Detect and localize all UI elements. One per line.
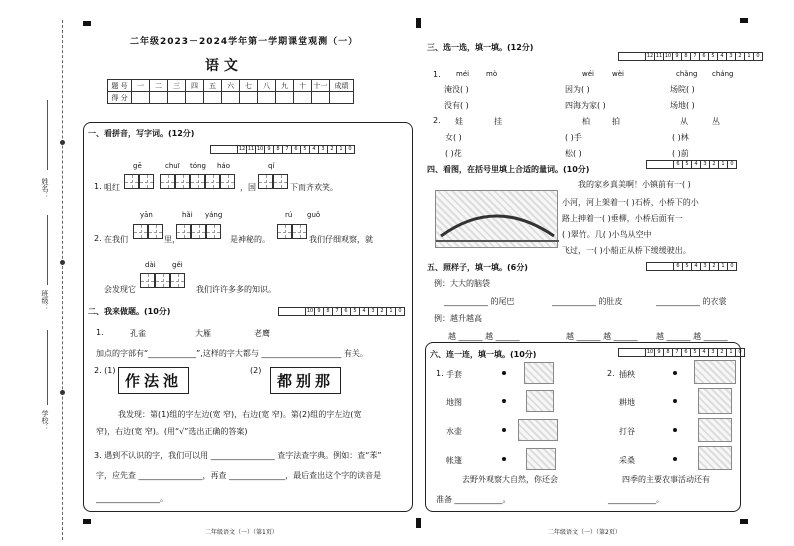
writing-grid[interactable] xyxy=(277,224,307,239)
q-text[interactable]: 窄)，右边(宽 窄)。(用“√”选出正确的答案) xyxy=(96,427,248,436)
score-cell[interactable]: 2 xyxy=(328,145,337,154)
q-number: 1. xyxy=(433,70,441,79)
q-text: 我们仔细观察，就 xyxy=(309,235,373,244)
fill-line[interactable]: 小河，河上架着一( )石桥，小桥下的小 xyxy=(562,198,699,207)
pinyin: hǎi xyxy=(182,211,193,219)
fill-line[interactable]: ( )翠竹。几( )小鸟从空中 xyxy=(562,230,652,239)
score-table-header: 一 xyxy=(132,80,150,92)
pinyin: dài xyxy=(145,261,156,269)
pinyin: gē xyxy=(133,162,142,170)
score-scale xyxy=(646,262,737,271)
score-cell[interactable]: 4 xyxy=(718,52,727,61)
section-1-heading: 一、看拼音，写字词。(12分) xyxy=(88,129,195,138)
fill-blank[interactable]: ( )前 xyxy=(672,149,689,158)
class-line xyxy=(47,215,48,285)
score-cell[interactable]: 9 xyxy=(315,307,324,316)
char: 娃 xyxy=(455,117,463,126)
score-table-header: 十一 xyxy=(313,81,328,90)
section-2-heading: 二、我来做题。(10分) xyxy=(88,307,171,316)
fill-blank[interactable]: 松( ) xyxy=(565,149,582,158)
char: 挂 xyxy=(494,117,502,126)
score-cell[interactable]: 10 xyxy=(256,146,264,152)
score-cell[interactable]: 6 xyxy=(292,145,301,154)
q-text: 我们许许多多的知识。 xyxy=(196,285,276,294)
match-item[interactable]: 帐篷 xyxy=(446,456,462,465)
q-text: 是神秘的。 xyxy=(230,235,270,244)
score-table-header: 三 xyxy=(168,80,186,92)
pinyin: mò xyxy=(486,70,498,78)
footer-right: 二年级语文（一）（第2页） xyxy=(548,529,621,536)
writing-grid[interactable] xyxy=(133,224,163,239)
score-cell[interactable]: 3 xyxy=(701,160,710,169)
score-cell[interactable]: 0 xyxy=(346,145,355,154)
pinyin: yáng xyxy=(205,211,223,219)
exam-title: 二年级2023－2024学年第一学期课堂观测（一） xyxy=(130,37,359,47)
score-scale xyxy=(618,52,763,61)
score-cell[interactable]: 2 xyxy=(710,160,719,169)
score-table-cell[interactable] xyxy=(150,92,168,104)
score-table-cell[interactable] xyxy=(132,92,150,104)
score-cell[interactable]: 1 xyxy=(727,348,736,357)
fill-blank[interactable]: 场院( ) xyxy=(670,85,695,94)
tent-picture[interactable] xyxy=(518,419,558,441)
score-table-header: 十 xyxy=(294,80,312,92)
farming-picture-1[interactable] xyxy=(694,360,736,384)
score-cell[interactable]: 7 xyxy=(691,52,700,61)
binding-dot xyxy=(60,140,65,145)
class-label: 班级： xyxy=(41,290,49,311)
score-table-cell[interactable] xyxy=(186,92,204,104)
school-line xyxy=(47,330,48,405)
example: 例：越升越高 xyxy=(434,314,482,323)
score-cell[interactable]: 4 xyxy=(692,262,701,271)
score-cell[interactable]: 2 xyxy=(736,52,745,61)
q-text[interactable]: 3. 遇到不认识的字，我们可以用 ________________ 查字法查字典。例如：查“苯” xyxy=(94,451,382,460)
q-text[interactable]: 我发现：第(1)组的字左边(宽 窄)，右边(宽 窄)。第(2)组的字左边(宽 xyxy=(118,410,362,419)
score-cell[interactable]: 1 xyxy=(719,262,728,271)
char: 丛 xyxy=(712,117,720,126)
score-cell[interactable]: 10 xyxy=(664,53,672,59)
char-group-1: 作法池 xyxy=(118,367,189,394)
fill-blank[interactable]: ( )花 xyxy=(445,149,462,158)
score-cell[interactable]: 4 xyxy=(360,307,369,316)
binding-dot xyxy=(60,390,65,395)
match-item[interactable]: 采桑 xyxy=(619,456,635,465)
score-cell[interactable]: 12 xyxy=(238,146,246,152)
score-cell[interactable]: 0 xyxy=(728,262,737,271)
score-cell[interactable]: 6 xyxy=(700,52,709,61)
q-text: 咀红 xyxy=(104,183,120,192)
score-cell[interactable]: 5 xyxy=(683,160,692,169)
q-number: 2. xyxy=(433,116,441,125)
section-4-heading: 四、看图，在括号里填上合适的量词。(10分) xyxy=(427,165,590,174)
char-group-2: 都别那 xyxy=(270,367,341,394)
score-table-header: 二 xyxy=(150,80,168,92)
q-text: 会发现它 xyxy=(104,285,136,294)
corner-mark xyxy=(83,21,91,26)
q-number: 1. xyxy=(436,369,444,378)
score-cell[interactable]: 4 xyxy=(310,145,319,154)
q-number: 2. (1) xyxy=(94,366,116,375)
score-cell[interactable]: 5 xyxy=(301,145,310,154)
score-cell[interactable]: 1 xyxy=(719,160,728,169)
pinyin: chǎng xyxy=(676,70,698,78)
score-table-cell[interactable] xyxy=(294,92,312,104)
match-item[interactable]: 插秧 xyxy=(619,370,635,379)
corner-mark xyxy=(83,519,91,524)
pinyin: wèi xyxy=(612,70,624,78)
footer-left: 二年级语文（一）（第1页） xyxy=(205,529,278,536)
writing-grid[interactable] xyxy=(176,224,221,239)
map-picture[interactable] xyxy=(524,362,554,384)
score-cell[interactable]: 10 xyxy=(646,349,654,355)
name-line xyxy=(47,100,48,170)
fill-blank[interactable]: ___________ 的肚皮 xyxy=(552,297,623,306)
binding-line xyxy=(62,20,68,540)
bridge-icon xyxy=(436,191,559,249)
q-text: 四季的主要农事活动还有 xyxy=(622,475,710,484)
score-cell[interactable]: 3 xyxy=(369,307,378,316)
fill-blank[interactable]: ___________ 的尾巴 xyxy=(444,297,515,306)
corner-mark xyxy=(740,18,748,23)
score-cell[interactable]: 8 xyxy=(682,52,691,61)
q-number: 2. xyxy=(607,369,615,378)
section-6-heading: 六、连一连，填一填。(10分) xyxy=(430,350,537,359)
score-cell[interactable]: 5 xyxy=(691,348,700,357)
score-cell[interactable]: 1 xyxy=(745,52,754,61)
word: 老鹰 xyxy=(254,329,270,338)
score-cell[interactable]: 9 xyxy=(265,145,274,154)
fill-blank[interactable]: ( )林 xyxy=(672,133,689,142)
name-label: 姓名： xyxy=(41,178,49,199)
score-table-cell[interactable] xyxy=(312,92,330,104)
score-cell[interactable]: 3 xyxy=(319,145,328,154)
score-cell[interactable]: 6 xyxy=(674,262,683,271)
score-cell[interactable]: 3 xyxy=(709,348,718,357)
fill-blank[interactable]: 因为( ) xyxy=(565,85,590,94)
score-scale xyxy=(278,307,405,316)
section-3-heading: 三、选一选，填一填。(12分) xyxy=(427,43,534,52)
score-table-header: 九 xyxy=(276,80,294,92)
score-cell[interactable]: 8 xyxy=(664,348,673,357)
score-table-header: 八 xyxy=(258,80,276,92)
score-cell[interactable]: 5 xyxy=(709,52,718,61)
score-table-header: 五 xyxy=(204,80,222,92)
score-cell[interactable]: 4 xyxy=(692,160,701,169)
score-cell[interactable]: 2 xyxy=(378,307,387,316)
score-cell[interactable]: 10 xyxy=(306,308,314,314)
score-cell[interactable]: 12 xyxy=(646,53,654,59)
score-scale xyxy=(210,145,355,154)
char: 从 xyxy=(680,117,688,126)
score-cell[interactable]: 3 xyxy=(701,262,710,271)
pinyin: yān xyxy=(140,211,153,219)
fill-blank[interactable]: 越 ______ 越 ______ xyxy=(566,332,638,341)
score-table-cell[interactable] xyxy=(258,92,276,104)
subject-title: 语 文 xyxy=(205,58,238,74)
village-bridge-illustration xyxy=(435,190,558,248)
score-cell[interactable]: 7 xyxy=(673,348,682,357)
match-item[interactable]: 打谷 xyxy=(619,427,635,436)
fill-blank[interactable]: 越 ______ 越 ______ xyxy=(656,332,728,341)
q-text[interactable]: 字，应先查 ________________，再查 ______________，最后查出这个字的读音是 xyxy=(96,471,382,480)
score-cell[interactable]: 3 xyxy=(727,52,736,61)
example: 例：大大的脑袋 xyxy=(434,279,490,288)
score-table-cell[interactable] xyxy=(330,92,354,104)
q-text: 下而齐欢笑。 xyxy=(290,183,338,192)
char: 拍 xyxy=(612,117,620,126)
farming-picture-2[interactable] xyxy=(698,388,732,414)
fill-line[interactable]: 路上抻着一( )垂柳，小桥后面有一 xyxy=(562,214,683,223)
farming-picture-4[interactable] xyxy=(698,446,732,470)
pinyin: rú xyxy=(285,211,293,219)
q-text: 去野外观察大自然，你还会 xyxy=(462,475,558,484)
fill-blank[interactable]: 女( ) xyxy=(445,133,462,142)
score-cell[interactable]: 8 xyxy=(274,145,283,154)
score-table-header: 七 xyxy=(240,80,258,92)
farming-picture-3[interactable] xyxy=(698,418,732,442)
score-scale xyxy=(618,348,745,357)
corner-mark xyxy=(416,518,421,528)
corner-mark xyxy=(740,519,748,524)
fill-blank[interactable]: 淹没( ) xyxy=(444,85,469,94)
score-table-cell[interactable] xyxy=(204,92,222,104)
fill-line[interactable]: 准备 ____________。 xyxy=(436,495,511,504)
q-number: (2) xyxy=(250,366,262,375)
score-cell[interactable]: 0 xyxy=(396,307,405,316)
pinyin: tóng xyxy=(190,162,206,170)
score-table-cell[interactable] xyxy=(240,92,258,104)
score-cell[interactable]: 7 xyxy=(333,307,342,316)
score-cell[interactable]: 0 xyxy=(736,348,745,357)
section-5-heading: 五、照样子，填一填。(6分) xyxy=(427,263,528,272)
pinyin: gěi xyxy=(172,261,183,269)
word: 孔雀 xyxy=(130,329,146,338)
score-table xyxy=(107,79,354,104)
score-cell[interactable]: 11 xyxy=(247,146,255,152)
corner-mark xyxy=(416,18,421,28)
fill-blank[interactable]: 场地( ) xyxy=(670,101,695,110)
score-table-header: 四 xyxy=(186,80,204,92)
score-cell[interactable]: 11 xyxy=(655,53,663,59)
score-cell[interactable]: 4 xyxy=(700,348,709,357)
q-number: 1. xyxy=(96,328,104,337)
q1-number: 1. xyxy=(94,182,102,191)
score-table-header: 六 xyxy=(222,80,240,92)
school-label: 学校： xyxy=(41,410,49,431)
writing-grid[interactable] xyxy=(140,273,185,288)
score-cell[interactable]: 6 xyxy=(682,348,691,357)
score-cell[interactable]: 6 xyxy=(674,160,683,169)
pinyin: guǒ xyxy=(307,211,321,219)
writing-grid[interactable] xyxy=(124,174,154,189)
fill-line[interactable]: 加点的字部有“____________”,这样的字大都与 ____________________ 有关。 xyxy=(96,349,368,358)
fill-blank[interactable]: 没有( ) xyxy=(444,101,469,110)
word: 大雁 xyxy=(195,329,211,338)
score-table-header: 成绩 xyxy=(330,80,354,92)
score-cell[interactable]: 0 xyxy=(728,160,737,169)
score-table-cell[interactable] xyxy=(222,92,240,104)
fill-line[interactable]: 我的家乡真美啊！小镇前有一( ) xyxy=(578,180,691,189)
match-item[interactable]: 手套 xyxy=(446,370,462,379)
pinyin: méi xyxy=(456,70,470,78)
kettle-picture[interactable] xyxy=(526,448,556,470)
match-item[interactable]: 水壶 xyxy=(446,427,462,436)
pinyin: cháng xyxy=(712,70,734,78)
score-cell[interactable]: 6 xyxy=(342,307,351,316)
score-cell[interactable]: 2 xyxy=(718,348,727,357)
score-cell[interactable]: 1 xyxy=(337,145,346,154)
q-text: ，国 xyxy=(240,183,256,192)
q2-number: 2. xyxy=(94,234,102,243)
score-cell[interactable]: 2 xyxy=(710,262,719,271)
match-item[interactable]: 地图 xyxy=(446,398,462,407)
q-text: 里， xyxy=(164,235,180,244)
score-cell[interactable]: 9 xyxy=(655,348,664,357)
binding-dot xyxy=(60,260,65,265)
fill-blank[interactable]: 四海为家( ) xyxy=(565,101,606,110)
score-cell[interactable]: 0 xyxy=(754,52,763,61)
fill-blank[interactable]: 越 ______ 越 ______ xyxy=(448,332,520,341)
score-table-cell[interactable] xyxy=(276,92,294,104)
score-scale xyxy=(646,160,737,169)
score-cell[interactable]: 9 xyxy=(673,52,682,61)
writing-grid[interactable] xyxy=(258,174,288,189)
score-cell[interactable]: 8 xyxy=(324,307,333,316)
match-item[interactable]: 耕地 xyxy=(619,398,635,407)
q-text: 在我们 xyxy=(104,235,128,244)
fill-line[interactable]: 飞过，一( )小船正从桥下缓缓驶出。 xyxy=(562,246,691,255)
fill-line[interactable]: ____________。 xyxy=(608,495,664,504)
q-text[interactable]: ________________。 xyxy=(96,494,168,503)
score-table-cell: 得 分 xyxy=(108,92,132,104)
pinyin: chuī xyxy=(165,162,180,170)
fill-blank[interactable]: ___________ 的衣裳 xyxy=(656,297,727,306)
score-cell[interactable]: 5 xyxy=(351,307,360,316)
char: 柏 xyxy=(582,117,590,126)
pinyin: wéi xyxy=(582,70,594,78)
score-table-header: 题 号 xyxy=(108,80,132,92)
gloves-picture[interactable] xyxy=(526,390,554,412)
writing-grid[interactable] xyxy=(160,174,235,189)
score-cell[interactable]: 1 xyxy=(387,307,396,316)
score-cell[interactable]: 7 xyxy=(283,145,292,154)
pinyin: háo xyxy=(217,162,231,170)
pinyin: qí xyxy=(268,162,275,170)
fill-blank[interactable]: ( )手 xyxy=(565,133,582,142)
score-table-cell[interactable] xyxy=(168,92,186,104)
score-cell[interactable]: 5 xyxy=(683,262,692,271)
